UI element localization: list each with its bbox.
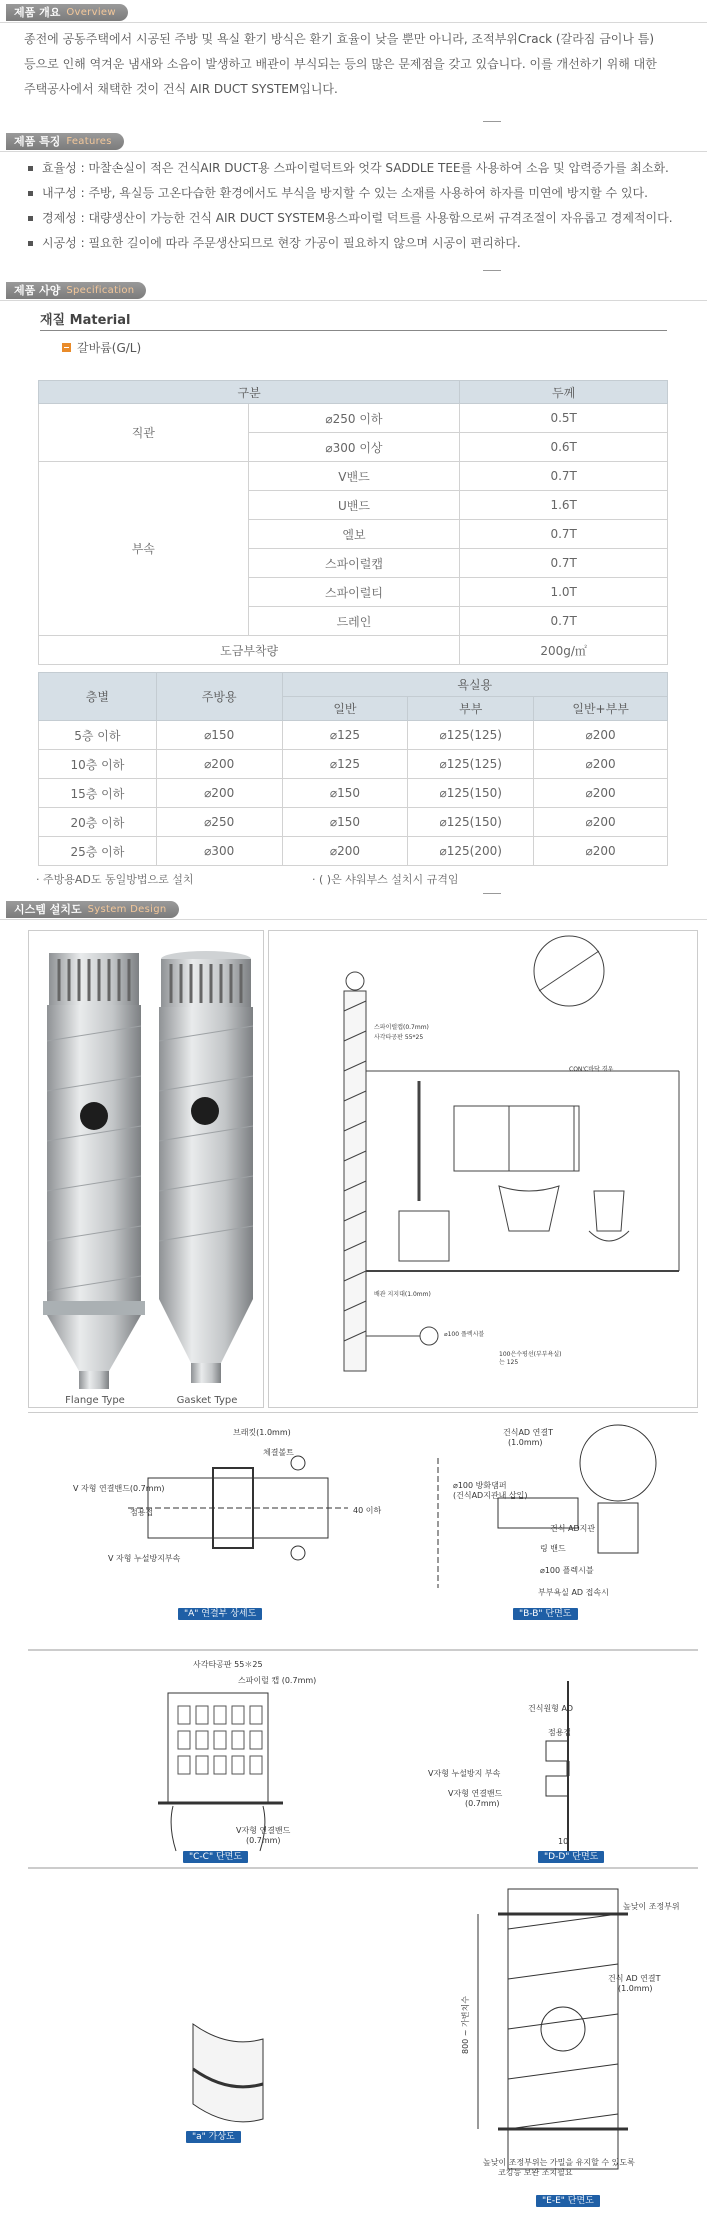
caption: "a" 가상도 <box>186 2131 241 2143</box>
feature-item: 경제성 : 대량생산이 가능한 건식 AIR DUCT SYSTEM용스파이럴 덕트를 사용함으로써 규격조절이 자유롭고 경제적이다. <box>28 206 698 231</box>
drawing-label: 점용접 <box>130 1508 154 1517</box>
material-title: 재질 Material <box>40 313 131 328</box>
drawing-label: 점용접 <box>548 1728 572 1737</box>
table-row: 25층 이하 ⌀300 ⌀200 ⌀125(200) ⌀200 <box>39 837 668 866</box>
virtual-view <box>193 2024 263 2122</box>
table-header-row: 구분 두께 <box>39 381 668 404</box>
table-header-row: 층별 주방용 욕실용 <box>39 673 668 697</box>
port-hole <box>80 1102 108 1130</box>
feature-item: 효율성 : 마찰손실이 적은 건식AIR DUCT용 스파이럴덕트와 엇각 SADDLE TEE를 사용하여 소음 및 압력증가를 최소화. <box>28 156 698 181</box>
drawing-label: 사각타공판 55*25 <box>374 1034 424 1041</box>
duct-shaft <box>344 991 366 1371</box>
table-row: 부속 V밴드 0.7T <box>39 462 668 491</box>
material-item: 갈바륨(G/L) <box>62 339 141 356</box>
mirror <box>454 1106 574 1171</box>
duct-products-image <box>29 931 265 1409</box>
table-row: 20층 이하 ⌀250 ⌀150 ⌀125(150) ⌀200 <box>39 808 668 837</box>
drawing-label: 스파이럴캡(0.7mm) <box>374 1024 429 1031</box>
product-photo <box>28 930 264 1408</box>
port-hole <box>191 1097 219 1125</box>
bullet-icon <box>62 343 71 352</box>
table-row: ⌀300 이상 0.6T <box>39 433 668 462</box>
drawing-label: 배관 지지대(1.0mm) <box>374 1291 431 1298</box>
overview-tag: 제품 개요 Overview <box>6 4 128 21</box>
drawing-label: 건식AD 연결T <box>503 1428 553 1437</box>
table-subheader-row: 일반 부부 일반+부부 <box>39 697 668 721</box>
drawing-label: 100은수평선(부부욕실) <box>499 1351 562 1358</box>
drawing-label: (1.0mm) <box>618 1984 653 1993</box>
drawing-label: 체결볼트 <box>263 1448 294 1457</box>
table-row: 엘보 0.7T <box>39 520 668 549</box>
installation-drawing <box>268 930 698 1408</box>
sink <box>499 1186 559 1231</box>
table-row: 스파이럴캡 0.7T <box>39 549 668 578</box>
features-tag: 제품 특징 Features <box>6 133 124 150</box>
system-tag: 시스템 설치도 System Design <box>6 901 179 918</box>
caption: "D-D" 단면도 <box>538 1851 604 1863</box>
overview-text: 종전에 공동주택에서 시공된 주방 및 욕실 환기 방식은 환기 효율이 낮을 뿐만 아니라, 조적부위Crack (갈라짐 금이나 틈) 등으로 인해 역겨운 냄새와 소음이 발생하고 배관이 부식되는 등의 많은 문제점을 갖고 있습니다. 이를 개선하기 위해 대한 주택공사에서 채택한 것이 건식 AIR DUCT SYSTEM입니다. <box>24 32 657 96</box>
drawing-label: (0.7mm) <box>465 1799 500 1808</box>
installation-diagram <box>269 931 699 1409</box>
divider <box>0 151 707 152</box>
drawing-label: 40 이하 <box>353 1506 382 1515</box>
drawing-label: 부부욕실 AD 접속시 <box>538 1588 609 1597</box>
drawing-label: V자형 연결밴드 <box>236 1826 291 1835</box>
caption: "C-C" 단면도 <box>183 1851 248 1863</box>
drawing-label: 높낮이 조정부위는 가밀을 유지할 수 있도록 <box>483 2158 635 2167</box>
spec-header <box>6 280 146 300</box>
caption: "B-B" 단면도 <box>513 1608 578 1620</box>
table-row: 5층 이하 ⌀150 ⌀125 ⌀125(125) ⌀200 <box>39 721 668 750</box>
flange <box>43 1301 145 1315</box>
overview-header <box>6 2 128 22</box>
vent-cap <box>161 959 251 1007</box>
duct-body <box>159 1007 253 1299</box>
table-row: 15층 이하 ⌀200 ⌀150 ⌀125(150) ⌀200 <box>39 779 668 808</box>
drawing-label: 스파이럴 캡 (0.7mm) <box>238 1676 317 1685</box>
deco-line <box>483 893 501 894</box>
table-row: 직관 ⌀250 이하 0.5T <box>39 404 668 433</box>
divider <box>0 22 707 23</box>
deco-line <box>483 121 501 122</box>
drawing-label: V자형 누설방지 부속 <box>428 1769 501 1778</box>
thickness-table <box>38 380 668 665</box>
drawing-label: 건식원형 AD <box>528 1704 574 1713</box>
detail-drawing-c-d <box>28 1651 698 1869</box>
diameter-table <box>38 672 668 866</box>
drawing-label: 높낮이 조정부위 <box>623 1902 680 1911</box>
drawing-label: (0.7mm) <box>246 1836 281 1845</box>
drawing-label: 사각타공판 55＊25 <box>193 1660 263 1669</box>
product-label: Gasket Type <box>176 1395 238 1406</box>
drawing-label: ⌀100 플렉시블 <box>444 1331 485 1338</box>
features-list <box>28 156 698 256</box>
drawing-label: 10 <box>558 1837 569 1846</box>
divider <box>0 300 707 301</box>
detail-drawing-a-e <box>28 1869 698 2219</box>
drawing-label: CON'C바닥 경우 <box>569 1066 614 1073</box>
table-row: 10층 이하 ⌀200 ⌀125 ⌀125(125) ⌀200 <box>39 750 668 779</box>
drawing-label: V자형 연결밴드 <box>448 1789 503 1798</box>
table-row: U밴드 1.6T <box>39 491 668 520</box>
drawing-label: 링 밴드 <box>540 1544 566 1553</box>
divider <box>40 330 667 331</box>
spec-tag: 제품 사양 Specification <box>6 282 146 299</box>
caption: "A" 연결부 상세도 <box>178 1608 262 1620</box>
detail-panel-1 <box>28 1412 698 1650</box>
features-header <box>6 131 124 151</box>
table-row: 도금부착량 200g/㎡ <box>39 636 668 665</box>
table-row: 스파이럴티 1.0T <box>39 578 668 607</box>
detail-panel-3 <box>28 1868 698 2218</box>
duct-circle <box>580 1425 656 1501</box>
drawing-label: V 자형 연결밴드(0.7mm) <box>73 1484 165 1493</box>
table-row: 드레인 0.7T <box>39 607 668 636</box>
drawing-label: (1.0mm) <box>508 1438 543 1447</box>
drawing-label: 코킹등 보완 조치필요 <box>498 2168 573 2177</box>
caption: "E-E" 단면도 <box>536 2195 600 2207</box>
drawing-label: 브래킷(1.0mm) <box>233 1428 291 1437</box>
system-header <box>6 899 179 919</box>
feature-item: 내구성 : 주방, 욕실등 고온다습한 환경에서도 부식을 방지할 수 있는 소재를 사용하여 하자를 미연에 방지할 수 있다. <box>28 181 698 206</box>
vent-cap <box>49 953 139 1005</box>
drawing-label: 800 ~ 가변치수 <box>461 1996 470 2054</box>
note: · ( )은 샤워부스 설치시 규격임 <box>312 873 459 886</box>
detail-panel-2 <box>28 1650 698 1868</box>
product-label: Flange Type <box>65 1395 125 1406</box>
drawing-label: 건식 AD 연결T <box>608 1974 661 1983</box>
drawing-label: (건식AD지관내 삽입) <box>453 1491 528 1500</box>
drawing-label: V 자형 누설방지부속 <box>108 1554 181 1563</box>
note: · 주방용AD도 동일방법으로 설치 <box>36 873 194 886</box>
deco-line <box>483 270 501 271</box>
toilet <box>589 1191 629 1241</box>
bathtub <box>399 1211 449 1261</box>
drawing-label: 건식 AD지관 <box>550 1524 596 1533</box>
drawing-label: 는 125 <box>499 1359 519 1366</box>
divider <box>0 919 707 920</box>
drawing-label: ⌀100 방화댐퍼 <box>453 1481 507 1490</box>
cap-section <box>168 1693 268 1803</box>
detail-drawing-a-b <box>28 1413 698 1651</box>
drawing-label: ⌀100 플렉시블 <box>540 1566 594 1575</box>
feature-item: 시공성 : 필요한 길이에 따라 주문생산되므로 현장 가공이 필요하지 않으며 시공이 편리하다. <box>28 231 698 256</box>
duct-body <box>47 1005 141 1305</box>
